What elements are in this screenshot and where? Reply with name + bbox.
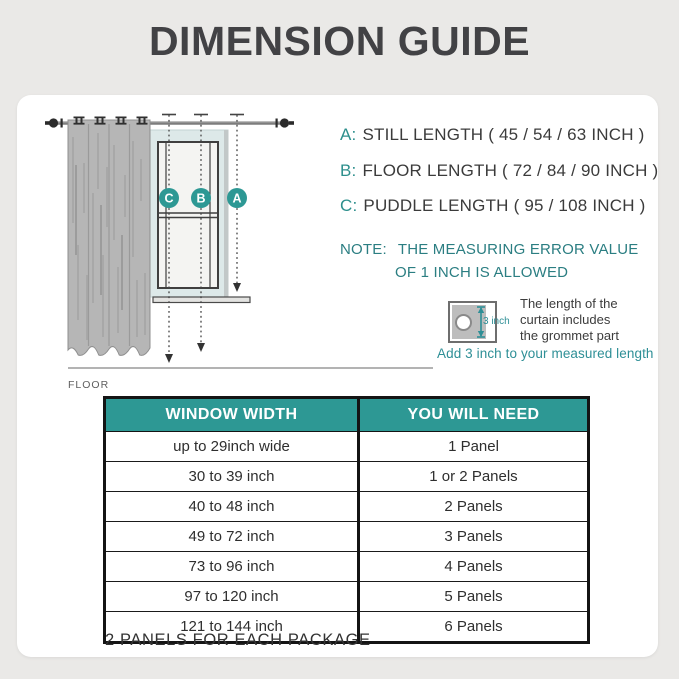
you-will-need-header: YOU WILL NEED [359, 398, 589, 432]
window-width-cell: 40 to 48 inch [105, 492, 359, 522]
legend-puddle-length [340, 196, 645, 216]
table-row [105, 432, 589, 462]
window-width-header: WINDOW WIDTH [105, 398, 359, 432]
note-line-2: OF 1 INCH IS ALLOWED [395, 264, 569, 281]
note-text-1: THE MEASURING ERROR VALUE [397, 241, 639, 258]
window-width-cell: 121 to 144 inch [105, 612, 359, 643]
legend-still-length [340, 125, 645, 145]
package-note: 2 PANELS FOR EACH PACKAGE [105, 631, 371, 649]
panel-sizing-table [103, 396, 590, 644]
panels-needed-cell: 2 Panels [359, 492, 589, 522]
table-row [105, 522, 589, 552]
grommet-tip: Add 3 inch to your measured length [437, 346, 654, 361]
legend-text-a: STILL LENGTH ( 45 / 54 / 63 INCH ) [362, 125, 645, 144]
note-label: NOTE: [340, 241, 387, 258]
panels-needed-cell: 1 or 2 Panels [359, 462, 589, 492]
table-row [105, 552, 589, 582]
label-a: A [232, 191, 242, 206]
label-b: B [196, 191, 206, 206]
legend-prefix-a: A: [340, 125, 357, 144]
grommet-diagram [448, 301, 510, 343]
panels-needed-cell: 1 Panel [359, 432, 589, 462]
grommet-desc-line-3: the grommet part [520, 328, 619, 343]
panels-needed-cell: 5 Panels [359, 582, 589, 612]
window-width-cell: 73 to 96 inch [105, 552, 359, 582]
floor-label: FLOOR [68, 379, 110, 391]
panels-needed-cell: 3 Panels [359, 522, 589, 552]
grommet-description [520, 296, 619, 344]
legend-prefix-c: C: [340, 196, 358, 215]
window-icon [150, 130, 229, 297]
table-header-row [105, 398, 589, 432]
panels-needed-cell: 6 Panels [359, 612, 589, 643]
legend-text-c: PUDDLE LENGTH ( 95 / 108 INCH ) [363, 196, 646, 215]
page-title: DIMENSION GUIDE [148, 18, 531, 64]
window-width-cell: 97 to 120 inch [105, 582, 359, 612]
curtain-icon [68, 120, 150, 355]
window-width-cell: up to 29inch wide [105, 432, 359, 462]
content-card [17, 95, 658, 657]
note-line-1 [340, 241, 638, 258]
table-row [105, 582, 589, 612]
table-row [105, 492, 589, 522]
grommet-desc-line-2: curtain includes [520, 312, 611, 327]
measurement-labels [159, 188, 247, 208]
legend-floor-length [340, 161, 658, 181]
grommet-arrow-label: 3 inch [483, 316, 510, 327]
legend-prefix-b: B: [340, 161, 357, 180]
label-c: C [164, 191, 174, 206]
window-width-cell: 30 to 39 inch [105, 462, 359, 492]
window-width-cell: 49 to 72 inch [105, 522, 359, 552]
panels-needed-cell: 4 Panels [359, 552, 589, 582]
table-row [105, 462, 589, 492]
grommet-desc-line-1: The length of the [520, 296, 618, 311]
grommet-ring-icon [455, 314, 472, 331]
legend-text-b: FLOOR LENGTH ( 72 / 84 / 90 INCH ) [362, 161, 659, 180]
